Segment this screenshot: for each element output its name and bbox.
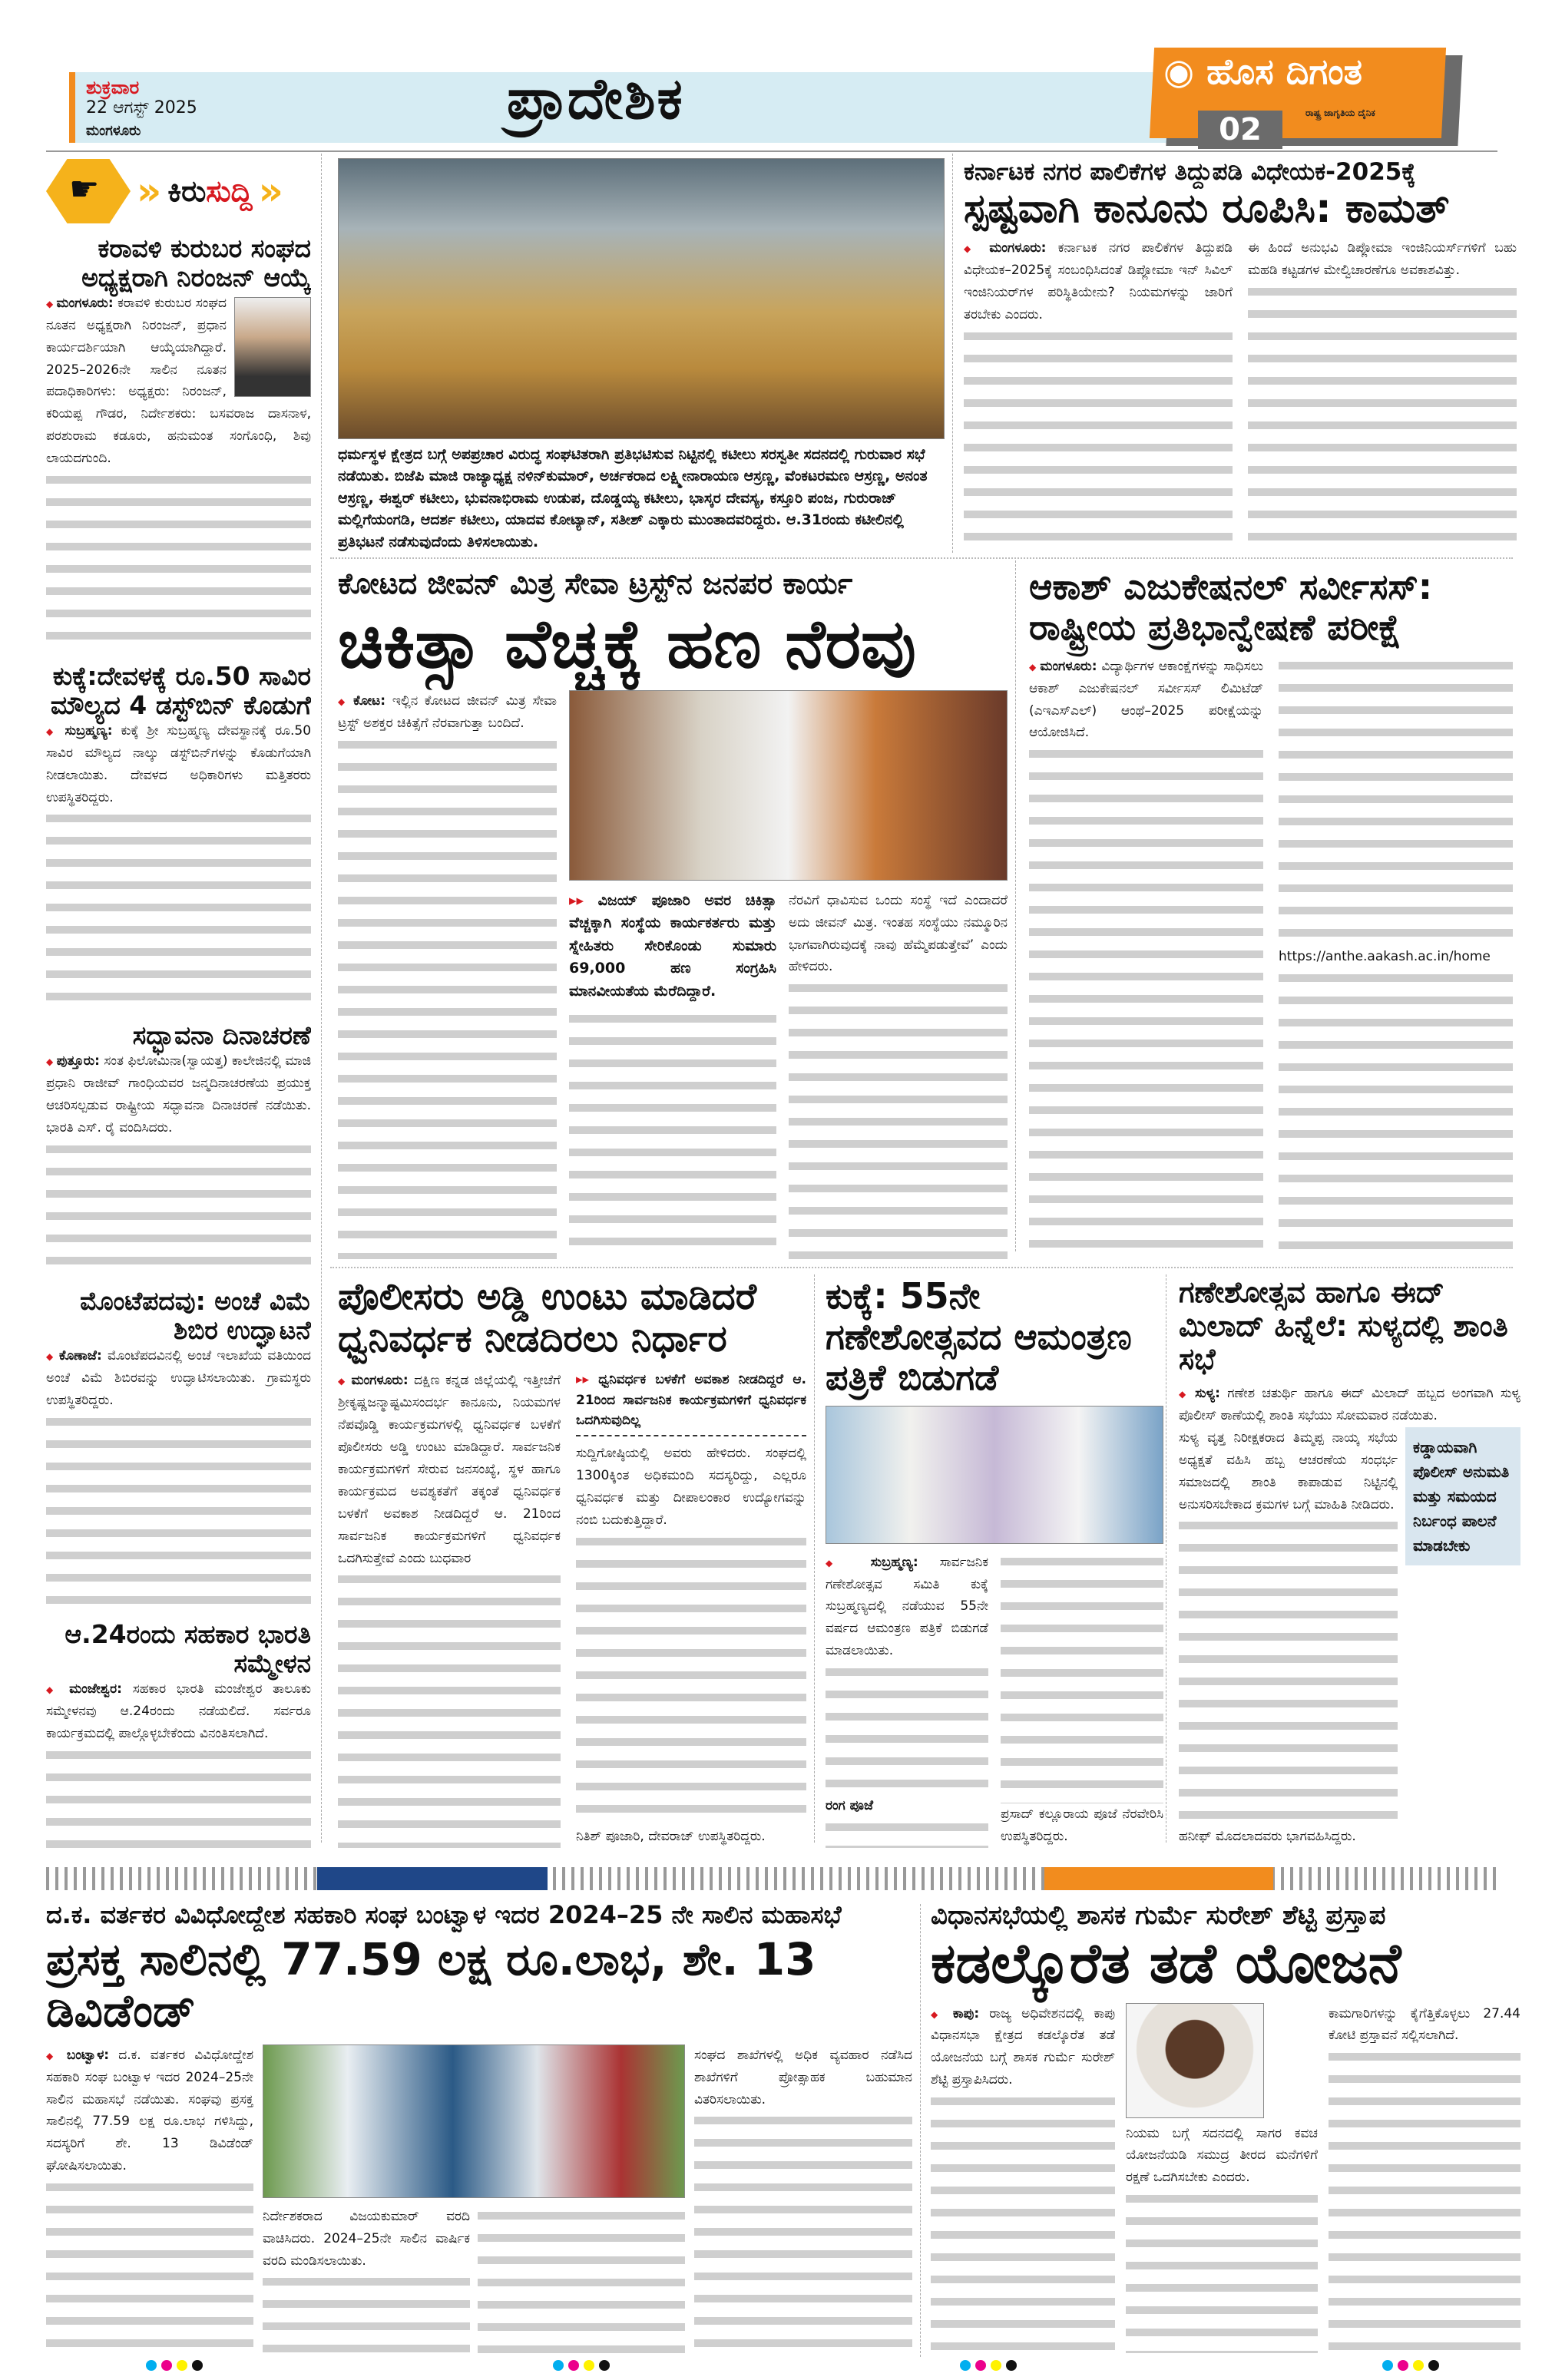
registration-link[interactable]: https://anthe.aakash.ac.in/home <box>1279 949 1491 965</box>
emblem-icon: ◉ <box>1163 51 1195 92</box>
mla-portrait-photo <box>1126 2003 1264 2118</box>
article-chikitsa <box>338 567 1008 1259</box>
attendees-line: ನಿತಿಶ್ ಪೂಜಾರಿ, ದೇವರಾಜ್ ಉಪಸ್ಥಿತರಿದ್ದರು. <box>576 1829 766 1845</box>
registration-dot <box>960 2360 971 2371</box>
chikitsa-body-2: ನೆರವಿಗೆ ಧಾವಿಸುವ ಒಂದು ಸಂಸ್ಥೆ ಇದೆ ಎಂದಾದರೆ ಅದು ಜೀವನ್ ಮಿತ್ರ. ಇಂತಹ ಸಂಸ್ಥೆಯು ನಮ್ಮೂರಿನ ಭಾಗವಾಗಿರುವುದಕ್ಕೆ ನಾವು ಹೆಮ್ಮೆಪಡುತ್ತೇವೆ’ ಎಂದು ಹೇಳಿದರು. <box>789 890 1008 1259</box>
body: ◆ ಕೊಣಾಜೆ: ಮೊಂಟೆಪದವಿನಲ್ಲಿ ಅಂಚೆ ಇಲಾಖೆಯ ವತಿಯಿಂದ ಅಂಚೆ ವಿಮೆ ಶಿಬಿರವನ್ನು ಉದ್ಘಾಟಿಸಲಾಯಿತು. ಗ್ರಾಮಸ್ಥರು ಉಪಸ್ಥಿತರಿದ್ದರು. <box>46 1345 311 1612</box>
body-col <box>1279 656 1513 1259</box>
headline: ಮೊಂಟೆಪದವು: ಅಂಚೆ ವಿಮೆ ಶಿಬಿರ ಉದ್ಘಾಟನೆ <box>80 1287 311 1345</box>
headline: ಕುಕ್ಕೆ: 55ನೇ ಗಣೇಶೋತ್ಸವದ ಆಮಂತ್ರಣ ಪತ್ರಿಕೆ ಬಿಡುಗಡೆ <box>826 1276 1132 1398</box>
bantwal-body: ◆ ಬಂಟ್ವಾಳ: ದ.ಕ. ವರ್ತಕರ ವಿವಿಧೋದ್ದೇಶ ಸಹಕಾರಿ ಸಂಘ ಬಂಟ್ವಾಳ ಇದರ 2024–25ನೇ ಸಾಲಿನ ಮಹಾಸಭೆ ನಡೆಯಿತು. ಸಂಘವು ಪ್ರಸಕ್ತ ಸಾಲಿನಲ್ಲಿ 77.59 ಲಕ್ಷ ರೂ.ಲಾಭ ಗಳಿಸಿದ್ದು, ಸದಸ್ಯರಿಗೆ ಶೇ. 13 ಡಿವಿಡೆಂಡ್ ಘೋಷಿಸಲಾಯಿತು. <box>46 2044 253 2353</box>
kiru-suddi-badge <box>46 159 131 223</box>
headline: ಕುಕ್ಕೆ:ದೇವಳಕ್ಕೆ ರೂ.50 ಸಾವಿರ ಮೌಲ್ಯದ 4 ಡಸ್ಟ್‌ಬಿನ್ ಕೊಡುಗೆ <box>50 662 311 720</box>
article-akash <box>1029 567 1520 1259</box>
kicker: ದ.ಕ. ವರ್ತಕರ ವಿವಿಧೋದ್ದೇಶ ಸಹಕಾರಿ ಸಂಘ ಬಂಟ್ವಾಳ ಇದರ 2024–25 ನೇ ಸಾಲಿನ ಮಹಾಸಭೆ <box>46 1900 842 1929</box>
registration-dot <box>991 2360 1001 2371</box>
pull-quote: ▸▸ ಧ್ವನಿವರ್ಧಕ ಬಳಕೆಗೆ ಅವಕಾಶ ನೀಡದಿದ್ದರೆ ಆ. 21ರಿಂದ ಸಾರ್ವಜನಿಕ ಕಾರ್ಯಕ್ರಮಗಳಿಗೆ ಧ್ವನಿವರ್ಧಕ ಒದಗಿಸುವುದಿಲ್ಲ <box>576 1370 806 1436</box>
header-rule <box>46 150 1497 152</box>
ganesh-body-2: ಪ್ರಸಾದ್ ಕಲ್ಲೂರಾಯ ಪೂಜೆ ನೆರವೇರಿಸಿ ಉಪಸ್ಥಿತರಿದ್ದರು. <box>1001 1552 1163 1848</box>
registration-dot <box>568 2360 579 2371</box>
registration-dot <box>1428 2360 1439 2371</box>
kadal-body: ◆ ಕಾಪು: ರಾಜ್ಯ ಅಧಿವೇಶನದಲ್ಲಿ ಕಾಪು ವಿಧಾನಸಭಾ ಕ್ಷೇತ್ರದ ಕಡಲ್ಕೊರೆತ ತಡೆ ಯೋಜನೆಯ ಬಗ್ಗೆ ಶಾಸಕ ಗುರ್ಮೆ ಸುರೇಶ್ ಶೆಟ್ಟಿ ಪ್ರಸ್ತಾಪಿಸಿದರು. <box>931 2003 1115 2353</box>
registration-dot <box>192 2360 203 2371</box>
article-kadal <box>931 1900 1530 2353</box>
headline: ಸ್ಪಷ್ಟವಾಗಿ ಕಾನೂನು ರೂಪಿಸಿ: ಕಾಮತ್ <box>964 186 1450 233</box>
pull-quote: ▸▸ ವಿಜಯ್ ಪೂಜಾರಿ ಅವರ ಚಿಕಿತ್ಸಾ ವೆಚ್ಚಕ್ಕಾಗಿ ಸಂಸ್ಥೆಯ ಕಾರ್ಯಕರ್ತರು ಮತ್ತು ಸ್ನೇಹಿತರು ಸೇರಿಕೊಂಡು ಸುಮಾರು 69,000 ಹಣ ಸಂಗ್ರಹಿಸಿ ಮಾನವೀಯತೆಯ ಮೆರೆದಿದ್ದಾರೆ. <box>569 890 776 1003</box>
kicker: ಕರ್ನಾಟಕ ನಗರ ಪಾಲಿಕೆಗಳ ತಿದ್ದುಪಡಿ ವಿಧೇಯಕ-2025ಕ್ಕೆ <box>964 158 1416 186</box>
headline: ಆಕಾಶ್ ಎಜುಕೇಷನಲ್ ಸರ್ವೀಸಸ್: ರಾಷ್ಟ್ರೀಯ ಪ್ರತಿಭಾನ್ವೇಷಣೆ ಪರೀಕ್ಷೆ <box>1029 567 1433 648</box>
bantwal-body-2: ನಿರ್ದೇಶಕರಾದ ವಿಜಯಕುಮಾರ್ ವರದಿ ವಾಚಿಸಿದರು. 2024–25ನೇ ಸಾಲಿನ ವಾರ್ಷಿಕ ವರದಿ ಮಂಡಿಸಲಾಯಿತು. <box>263 2206 470 2353</box>
column-divider <box>321 154 322 1843</box>
kadal-body-2: ನಿಯಮ ಬಗ್ಗೆ ಸದನದಲ್ಲಿ ಸಾಗರ ಕವಚ ಯೋಜನೆಯಡಿ ಸಮುದ್ರ ತೀರದ ಮನೆಗಳಿಗೆ ರಕ್ಷಣೆ ಒದಗಿಸಬೇಕು ಎಂದರು. <box>1126 2003 1318 2353</box>
headline: ಕರಾವಳಿ ಕುರುಬರ ಸಂಘದ ಅಧ್ಯಕ್ಷರಾಗಿ ನಿರಂಜನ್ ಆಯ್ಕೆ <box>81 234 311 293</box>
eid-end: ಹನೀಫ್ ಮೊದಲಾದವರು ಭಾಗವಹಿಸಿದ್ದರು. <box>1179 1829 1356 1845</box>
kicker: ವಿಧಾನಸಭೆಯಲ್ಲಿ ಶಾಸಕ ಗುರ್ಮೆ ಸುರೇಶ್ ಶೆಟ್ಟಿ ಪ್ರಸ್ತಾಪ <box>931 1900 1386 1931</box>
ganesh-body: ◆ ಸುಬ್ರಹ್ಮಣ್ಯ: ಸಾರ್ವಜನಿಕ ಗಣೇಶೋತ್ಸವ ಸಮಿತಿ ಕುಕ್ಕೆ ಸುಬ್ರಹ್ಮಣ್ಯದಲ್ಲಿ ನಡೆಯುವ 55ನೇ ವರ್ಷದ ಆಮಂತ್ರಣ ಪತ್ರಿಕೆ ಬಿಡುಗಡೆ ಮಾಡಲಾಯಿತು. ರಂಗ ಪೂಜೆ <box>826 1552 988 1848</box>
section-title: ಪ್ರಾದೇಶಿಕ <box>507 66 684 132</box>
body-col: ಸುಳ್ಯ ವೃತ್ತ ನಿರೀಕ್ಷಕರಾದ ತಿಮ್ಮಪ್ಪ ನಾಯ್ಕ ಸಭೆಯ ಅಧ್ಯಕ್ಷತೆ ವಹಿಸಿ ಹಬ್ಬ ಆಚರಣೆಯ ಸಂಧರ್ಭ ಸಮಾಜದಲ್ಲಿ ಶಾಂತಿ ಕಾಪಾಡುವ ನಿಟ್ಟಿನಲ್ಲಿ ಅನುಸರಿಸಬೇಕಾದ ಕ್ರಮಗಳ ಬಗ್ಗೆ ಮಾಹಿತಿ ನೀಡಿದರು. <box>1179 1427 1398 1826</box>
brand-tagline: ರಾಷ್ಟ್ರ ಜಾಗೃತಿಯ ದೈನಿಕ <box>1305 107 1375 118</box>
headline: ಪ್ರಸಕ್ತ ಸಾಲಿನಲ್ಲಿ 77.59 ಲಕ್ಷ ರೂ.ಲಾಭ, ಶೇ. 13 ಡಿವಿಡೆಂಡ್ <box>46 1933 816 2038</box>
headline: ಚಿಕಿತ್ಸಾ ವೆಚ್ಚಕ್ಕೆ ಹಣ ನೆರವು <box>338 603 916 683</box>
sidebar-box: ಕಡ್ಡಾಯವಾಗಿ ಪೊಲೀಸ್ ಅನುಮತಿ ಮತ್ತು ಸಮಯದ ನಿರ್ಬಂಧ ಪಾಲನೆ ಮಾಡಬೇಕು <box>1405 1427 1520 1826</box>
portrait-photo <box>234 297 311 397</box>
registration-dot <box>599 2360 610 2371</box>
body-col: ಈ ಹಿಂದೆ ಅನುಭವಿ ಡಿಪ್ಲೋಮಾ ಇಂಜಿನಿಯರ್ಸ್‌ಗಳಿಗೆ ಬಹು ಮಹಡಿ ಕಟ್ಟಡಗಳ ಮೇಲ್ವಿಚಾರಣೆಗೂ ಅವಕಾಶವಿತ್ತು. <box>1248 237 1517 553</box>
police-body-2: ▸▸ ಧ್ವನಿವರ್ಧಕ ಬಳಕೆಗೆ ಅವಕಾಶ ನೀಡದಿದ್ದರೆ ಆ. 21ರಿಂದ ಸಾರ್ವಜನಿಕ ಕಾರ್ಯಕ್ರಮಗಳಿಗೆ ಧ್ವನಿವರ್ಧಕ ಒದಗಿಸುವುದಿಲ್ಲ ಸುದ್ದಿಗೋಷ್ಠಿಯಲ್ಲಿ ಅವರು ಹೇಳಿದರು. ಸಂಘದಲ್ಲಿ 1300ಕ್ಕಿಂತ ಅಧಿಕಮಂದಿ ಸದಸ್ಯರಿದ್ದು, ಎಲ್ಲರೂ ಧ್ವನಿವರ್ಧಕ ಮತ್ತು ದೀಪಾಲಂಕಾರ ಉದ್ಯೋಗವನ್ನು ನಂಬಿ ಬದುಕುತ್ತಿದ್ದಾರೆ. ನಿತಿಶ್ ಪೂಜಾರಿ, ದೇವರಾಜ್ ಉಪಸ್ಥಿತರಿದ್ದರು. <box>576 1370 806 1848</box>
separator-blue-segment <box>317 1867 548 1890</box>
general-body-photo <box>263 2044 685 2198</box>
registration-dot <box>161 2360 172 2371</box>
article-bantwal <box>46 1900 912 2353</box>
donation-photo <box>569 690 1008 881</box>
column-divider <box>920 1904 921 2357</box>
article-police <box>338 1276 806 1848</box>
row-divider <box>330 557 1513 559</box>
body: ◆ ಸುಬ್ರಹ್ಮಣ್ಯ: ಕುಕ್ಕೆ ಶ್ರೀ ಸುಬ್ರಹ್ಮಣ್ಯ ದೇವಸ್ಥಾನಕ್ಕೆ ರೂ.50 ಸಾವಿರ ಮೌಲ್ಯದ ನಾಲ್ಕು ಡಸ್ಟ್‌ಬಿನ್‌ಗಳನ್ನು ಕೊಡುಗೆಯಾಗಿ ನೀಡಲಾಯಿತು. ದೇವಳದ ಅಧಿಕಾರಿಗಳು ಮತ್ತಿತರರು ಉಪಸ್ಥಿತರಿದ್ದರು. <box>46 720 311 1013</box>
brand-name: ಹೊಸ ದಿಗಂತ <box>1206 51 1363 92</box>
row-divider <box>330 1267 1513 1268</box>
column-divider <box>814 1274 815 1843</box>
registration-dot <box>1382 2360 1393 2371</box>
section-separator <box>46 1867 1497 1890</box>
chikitsa-body: ◆ ಕೋಟ: ಇಲ್ಲಿನ ಕೋಟದ ಜೀವನ್ ಮಿತ್ರ ಸೇವಾ ಟ್ರಸ್ಟ್ ಅಶಕ್ತರ ಚಿಕಿತ್ಸೆಗೆ ನೆರವಾಗುತ್ತಾ ಬಂದಿದೆ. <box>338 690 557 1259</box>
article-ganesh <box>826 1276 1163 1848</box>
registration-dot <box>1413 2360 1424 2371</box>
brief-kurubara <box>46 234 311 653</box>
column-divider <box>1015 560 1016 1251</box>
release-photo <box>826 1406 1163 1544</box>
article-kamath <box>964 158 1520 553</box>
brand-logo <box>1163 51 1362 94</box>
headline: ಪೊಲೀಸರು ಅಡ್ಡಿ ಉಂಟು ಮಾಡಿದರೆ ಧ್ವನಿವರ್ಧಕ ನೀಡದಿರಲು ನಿರ್ಧಾರ <box>338 1276 757 1361</box>
chevron-icon: » <box>137 169 162 213</box>
bantwal-body-4: ಸಂಘದ ಶಾಖೆಗಳಲ್ಲಿ ಅಧಿಕ ವ್ಯವಹಾರ ನಡೆಸಿದ ಶಾಖೆಗಳಿಗೆ ಪ್ರೋತ್ಸಾಹಕ ಬಹುಮಾನ ವಿತರಿಸಲಾಯಿತು. <box>694 2044 912 2353</box>
brief-montepadavu <box>46 1287 311 1612</box>
chikitsa-body-3 <box>569 890 776 1259</box>
police-body: ◆ ಮಂಗಳೂರು: ದಕ್ಷಿಣ ಕನ್ನಡ ಜಿಲ್ಲೆಯಲ್ಲಿ ಇತ್ತೀಚೆಗೆ ಶ್ರೀಕೃಷ್ಣಜನ್ಮಾಷ್ಟಮಿಸಂದರ್ಭ ಕಾನೂನು, ನಿಯಮಗಳ ನೆಪವೊಡ್ಡಿ ಕಾರ್ಯಕ್ರಮಗಳಲ್ಲಿ ಧ್ವನಿವರ್ಧಕ ಬಳಕೆಗೆ ಪೊಲೀಸರು ಅಡ್ಡಿ ಉಂಟು ಮಾಡಿದ್ದಾರೆ. ಸಾರ್ವಜನಿಕ ಕಾರ್ಯಕ್ರಮಗಳಿಗೆ ಸೇರುವ ಜನಸಂಖ್ಯೆ, ಸ್ಥಳ ಹಾಗೂ ಕಾರ್ಯಕ್ರಮದ ಅವಶ್ಯಕತೆಗೆ ತಕ್ಕಂತೆ ಧ್ವನಿವರ್ಧಕ ಬಳಕೆಗೆ ಅವಕಾಶ ನೀಡದಿದ್ದರೆ ಆ. 21ರಿಂದ ಸಾರ್ವಜನಿಕ ಕಾರ್ಯಕ್ರಮಗಳಿಗೆ ಧ್ವನಿವರ್ಧಕ ಒದಗಿಸುತ್ತೇವೆ ಎಂದು ಬುಧವಾರ <box>338 1370 561 1848</box>
brief-kukke-dustbin <box>46 662 311 1013</box>
kadal-body-3: ಕಾಮಗಾರಿಗಳನ್ನು ಕೈಗೆತ್ತಿಕೊಳ್ಳಲು 27.44 ಕೋಟಿ ಪ್ರಸ್ತಾವನೆ ಸಲ್ಲಿಸಲಾಗಿದೆ. <box>1329 2003 1520 2353</box>
body: ◆ ಮಂಗಳೂರು: ಕರಾವಳಿ ಕುರುಬರ ಸಂಘದ ನೂತನ ಅಧ್ಯಕ್ಷರಾಗಿ ನಿರಂಜನ್, ಪ್ರಧಾನ ಕಾರ್ಯದರ್ಶಿಯಾಗಿ ಆಯ್ಕೆಯಾಗಿದ್ದಾರೆ. 2025–2026ನೇ ಸಾಲಿನ ನೂತನ ಪದಾಧಿಕಾರಿಗಳು: ಅಧ್ಯಕ್ಷರು: ನಿರಂಜನ್, ಕರಿಯಪ್ಪ ಗೌಡರ, ನಿರ್ದೇಶಕರು: ಬಸವರಾಜ ದಾಸನಾಳ, ಪರಶುರಾಮ ಕಡೂರು, ಹನುಮಂತ ಸಂಗೊಂಧಿ, ಶಿವು ಲಾಯದಗುಂದಿ. <box>46 293 311 653</box>
registration-dot <box>1006 2360 1017 2371</box>
body: ◆ ಸುಳ್ಯ: ಗಣೇಶ ಚತುರ್ಥಿ ಹಾಗೂ ಈದ್ ಮಿಲಾದ್ ಹಬ್ಬದ ಅಂಗವಾಗಿ ಸುಳ್ಯ ಪೊಲೀಸ್ ಠಾಣೆಯಲ್ಲಿ ಶಾಂತಿ ಸಭೆಯು ಸೋಮವಾರ ನಡೆಯಿತು. <box>1179 1383 1520 1427</box>
edition-city: ಮಂಗಳೂರು <box>86 123 141 139</box>
page-number: 02 <box>1198 111 1282 149</box>
photo-caption: ಧರ್ಮಸ್ಥಳ ಕ್ಷೇತ್ರದ ಬಗ್ಗೆ ಅಪಪ್ರಚಾರ ವಿರುದ್ಧ ಸಂಘಟಿತರಾಗಿ ಪ್ರತಿಭಟಿಸುವ ನಿಟ್ಟಿನಲ್ಲಿ ಕಟೀಲು ಸರಸ್ವತೀ ಸದನದಲ್ಲಿ ಗುರುವಾರ ಸಭೆ ನಡೆಯಿತು. ಬಿಜೆಪಿ ಮಾಜಿ ರಾಜ್ಯಾಧ್ಯಕ್ಷ ನಳಿನ್‌ಕುಮಾರ್, ಅರ್ಚಕರಾದ ಲಕ್ಷ್ಮೀನಾರಾಯಣ ಆಸ್ರಣ್ಣ, ವೆಂಕಟರಮಣ ಆಸ್ರಣ್ಣ, ಅನಂತ ಆಸ್ರಣ್ಣ, ಈಶ್ವರ್ ಕಟೀಲು, ಭುವನಾಭಿರಾಮ ಉಡುಪ, ದೊಡ್ಡಯ್ಯ ಕಟೀಲು, ಭಾಸ್ಕರ ದೇವಸ್ಯ, ಕಸ್ತೂರಿ ಪಂಜ, ಗುರುರಾಜ್ ಮಲ್ಲಿಗೆಯಂಗಡಿ, ಆದರ್ಶ ಕಟೀಲು, ಯಾದವ ಕೋಟ್ಯಾನ್, ಸತೀಶ್ ಎಕ್ಕಾರು ಮುಂತಾದವರಿದ್ದರು. ಆ.31ರಂದು ಕಟೀಲಿನಲ್ಲಿ ಪ್ರತಿಭಟನೆ ನಡೆಸುವುದೆಂದು ತಿಳಿಸಲಾಯಿತು. <box>338 445 928 550</box>
body-col: ◆ ಮಂಗಳೂರು: ಕರ್ನಾಟಕ ನಗರ ಪಾಲಿಕೆಗಳ ತಿದ್ದುಪಡಿ ವಿಧೇಯಕ–2025ಕ್ಕೆ ಸಂಬಂಧಿಸಿದಂತೆ ಡಿಪ್ಲೋಮಾ ಇನ್ ಸಿವಿಲ್ ಇಂಜಿನಿಯರ್‌ಗಳ ಪರಿಸ್ಥಿತಿಯೇನು? ನಿಯಮಗಳನ್ನು ಜಾರಿಗೆ ತರಬೇಕು ಎಂದರು. <box>964 237 1233 553</box>
subhead: ರಂಗ ಪೂಜೆ <box>826 1798 874 1814</box>
body: ◆ ಪುತ್ತೂರು: ಸಂತ ಫಿಲೋಮಿನಾ(ಸ್ವಾಯತ್ತ) ಕಾಲೇಜಿನಲ್ಲಿ ಮಾಜಿ ಪ್ರಧಾನಿ ರಾಜೀವ್ ಗಾಂಧಿಯವರ ಜನ್ಮದಿನಾಚರಣೆಯ ಪ್ರಯುಕ್ತ ಆಚರಿಸಲ್ಪಡುವ ರಾಷ್ಟ್ರೀಯ ಸದ್ಭಾವನಾ ದಿನಾಚರಣೆ ನಡೆಯಿತು. ಭಾರತಿ ಎಸ್. ರೈ ವಂದಿಸಿದರು. <box>46 1050 311 1279</box>
article-eid <box>1179 1276 1520 1848</box>
kicker: ಕೋಟದ ಜೀವನ್ ಮಿತ್ರ ಸೇವಾ ಟ್ರಸ್ಟ್‌ನ ಜನಪರ ಕಾರ್ಯ <box>338 567 853 600</box>
body-col: ◆ ಮಂಗಳೂರು: ವಿದ್ಯಾರ್ಥಿಗಳ ಆಕಾಂಕ್ಷೆಗಳನ್ನು ಸಾಧಿಸಲು ಆಕಾಶ್ ಎಜುಕೇಷನಲ್ ಸರ್ವೀಸಸ್ ಲಿಮಿಟೆಡ್ (ಎಇಎಸ್‌ಎಲ್) ಆಂಥೆ–2025 ಪರೀಕ್ಷೆಯನ್ನು ಆಯೋಜಿಸಿದೆ. <box>1029 656 1263 1259</box>
bantwal-body-3 <box>478 2206 685 2353</box>
brief-sahakara-bharati <box>46 1620 311 1850</box>
chevron-icon: » <box>258 169 283 213</box>
brief-sadbhavana <box>46 1021 311 1279</box>
meeting-photo <box>338 158 945 439</box>
headline: ಆ.24ರಂದು ಸಹಕಾರ ಭಾರತಿ ಸಮ್ಮೇಳನ <box>65 1620 311 1678</box>
headline: ಗಣೇಶೋತ್ಸವ ಹಾಗೂ ಈದ್ ಮಿಲಾದ್ ಹಿನ್ನೆಲೆ: ಸುಳ್ಯದಲ್ಲಿ ಶಾಂತಿ ಸಭೆ <box>1179 1276 1508 1377</box>
registration-dot <box>146 2360 157 2371</box>
issue-date: 22 ಆಗಸ್ಟ್ 2025 <box>86 98 197 117</box>
headline: ಸದ್ಭಾವನಾ ದಿನಾಚರಣೆ <box>132 1021 311 1050</box>
kiru-suddi-title: ಕಿರುಸುದ್ದಿ <box>167 174 253 208</box>
registration-dot <box>975 2360 986 2371</box>
top-photo-block <box>338 158 945 553</box>
registration-dot <box>177 2360 187 2371</box>
weekday: ಶುಕ್ರವಾರ <box>86 77 140 98</box>
body: ◆ ಮಂಜೇಶ್ವರ: ಸಹಕಾರ ಭಾರತಿ ಮಂಜೇಶ್ವರ ತಾಲೂಕು ಸಮ್ಮೇಳನವು ಆ.24ರಂದು ನಡೆಯಲಿದೆ. ಸರ್ವರೂ ಕಾರ್ಯಕ್ರಮದಲ್ಲಿ ಪಾಲ್ಗೊಳ್ಳಬೇಕೆಂದು ವಿನಂತಿಸಲಾಗಿದೆ. <box>46 1678 311 1850</box>
headline: ಕಡಲ್ಕೊರೆತ ತಡೆ ಯೋಜನೆ <box>931 1930 1401 1995</box>
registration-dot <box>584 2360 594 2371</box>
separator-orange-segment <box>1044 1867 1273 1890</box>
pointing-hand-icon: ☛ <box>69 170 100 209</box>
registration-dot <box>1398 2360 1408 2371</box>
registration-dot <box>553 2360 564 2371</box>
kiru-suddi-header <box>46 157 315 226</box>
column-divider <box>952 154 953 553</box>
